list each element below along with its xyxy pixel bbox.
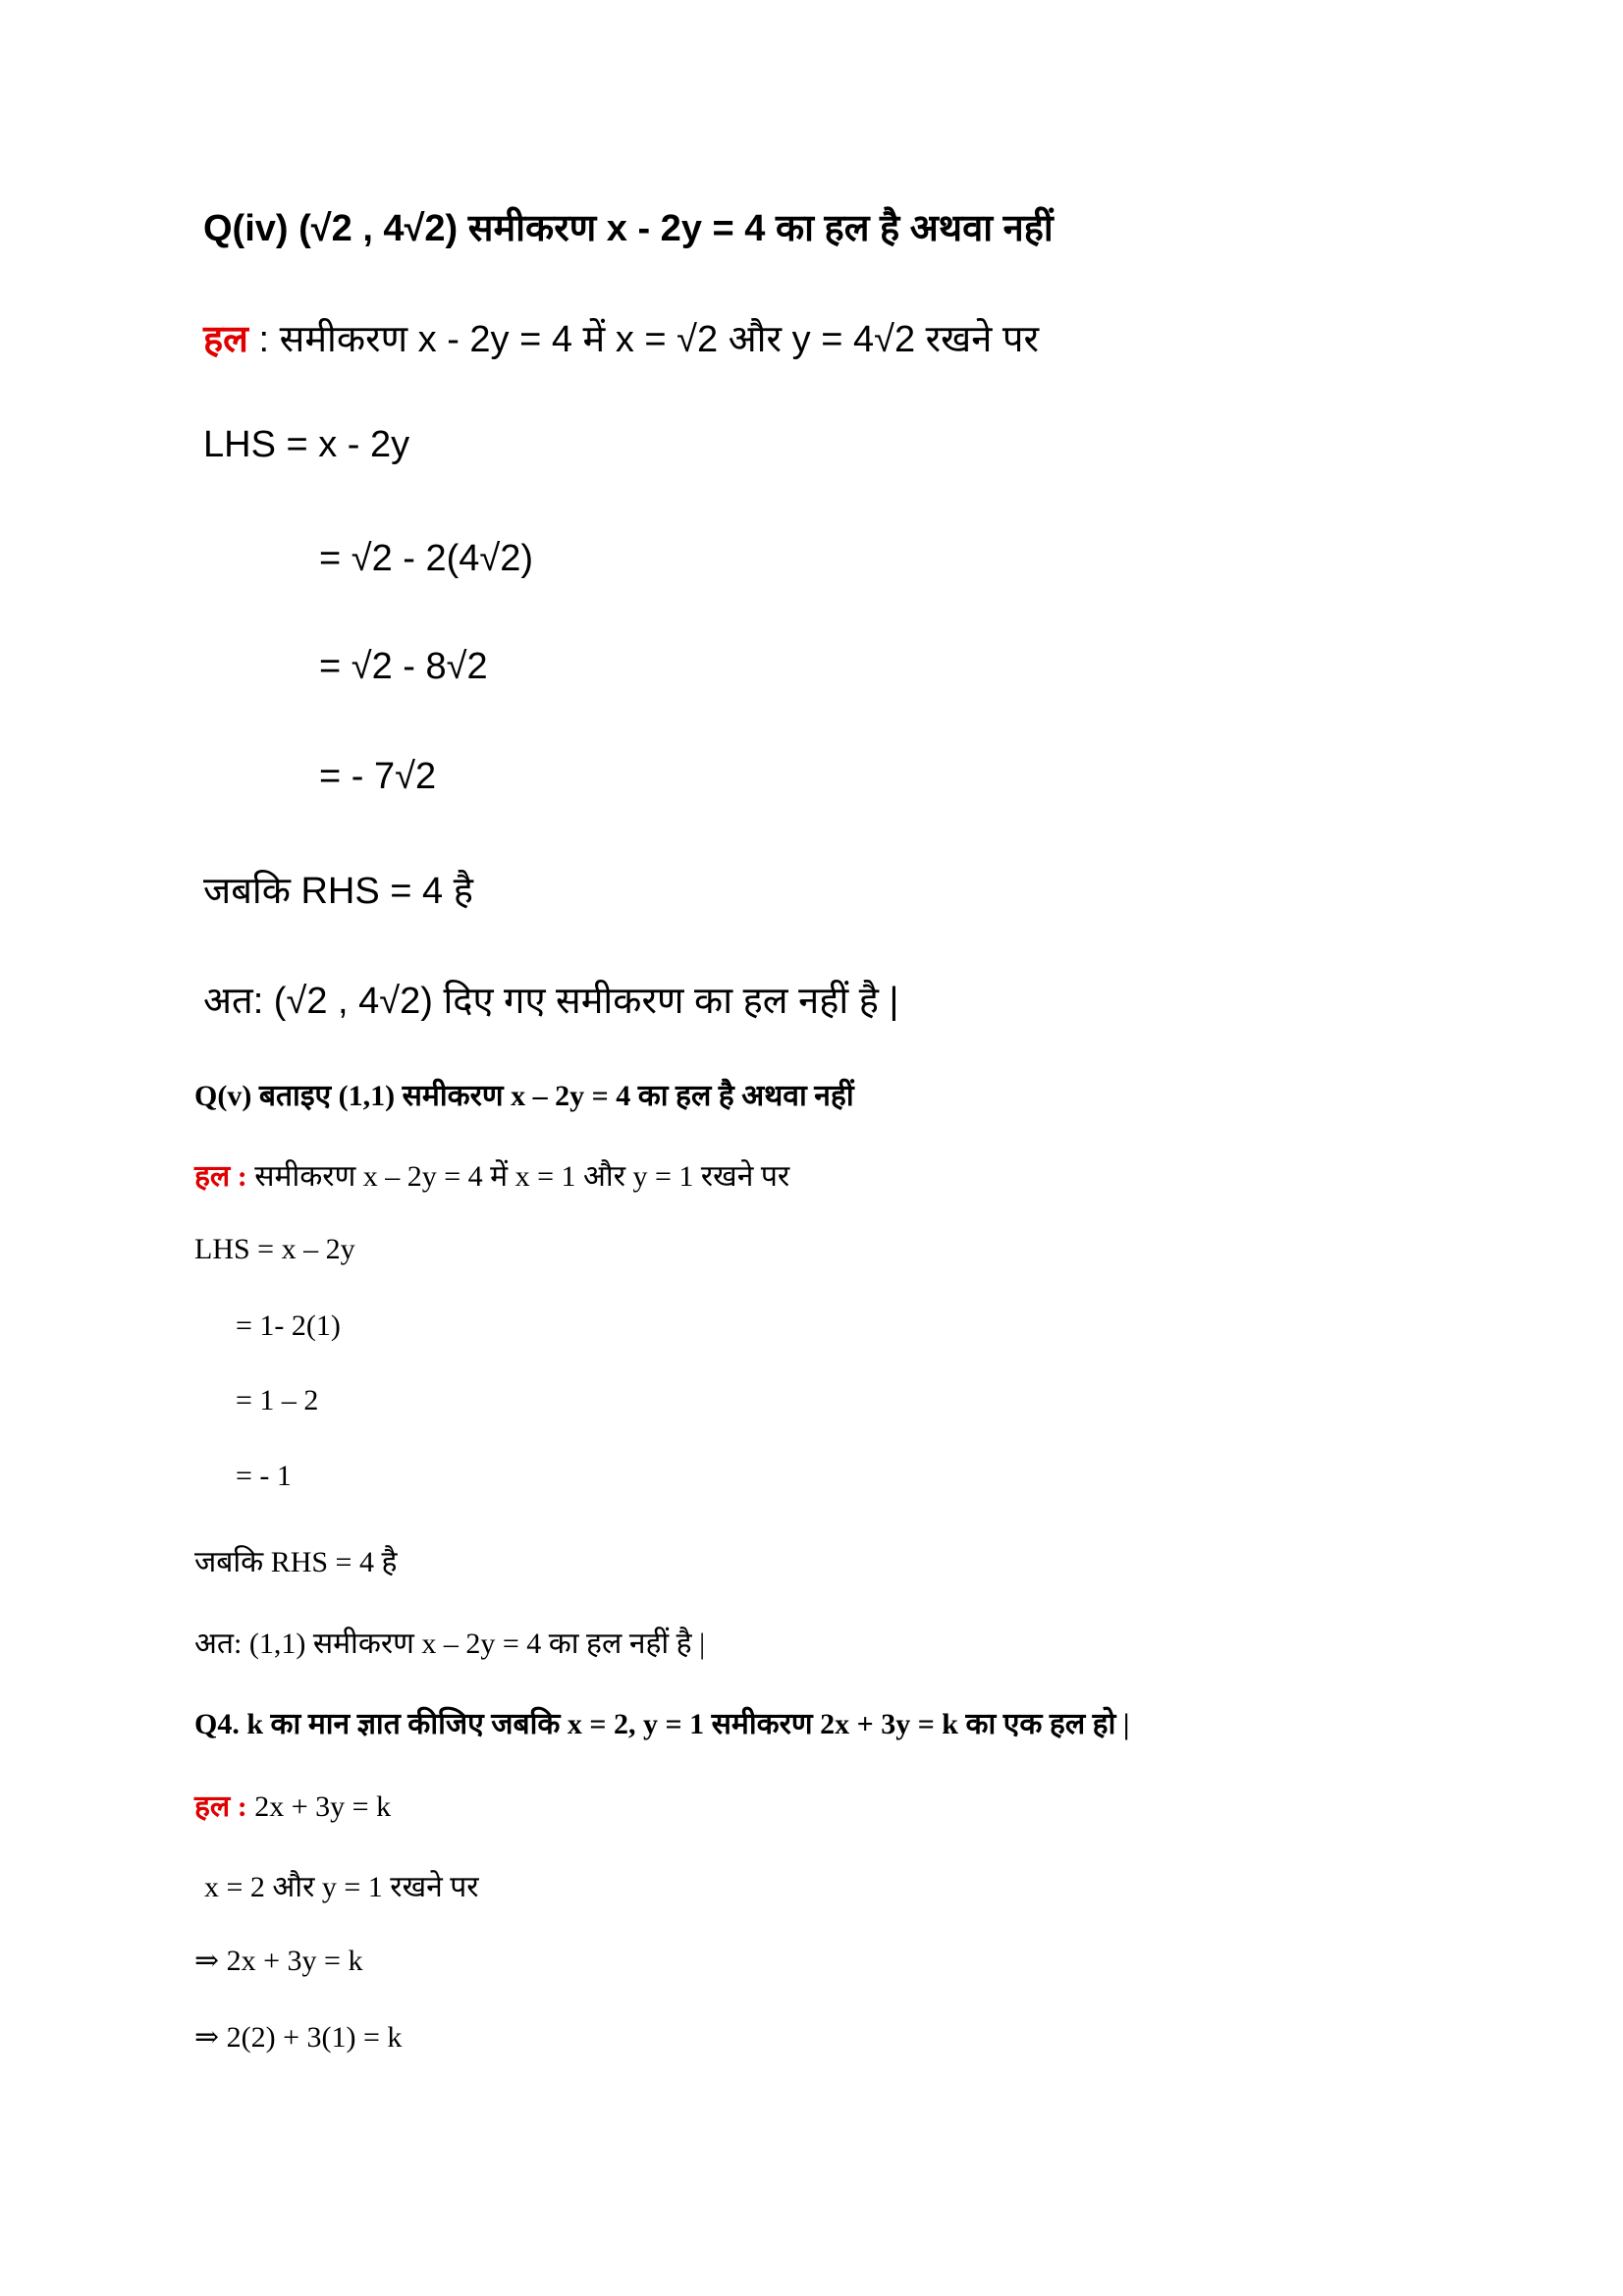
q-iv-step-1: = √2 - 2(4√2): [319, 538, 534, 579]
q-iv-conclusion: अत: (√2 , 4√2) दिए गए समीकरण का हल नहीं है |: [203, 981, 899, 1022]
solution-text: 2x + 3y = k: [246, 1790, 392, 1823]
solution-label: हल :: [194, 1160, 247, 1193]
q-iv-step-2: = √2 - 8√2: [319, 646, 488, 687]
q-v-heading: Q(v) बताइए (1,1) समीकरण x – 2y = 4 का हल है अथवा नहीं: [194, 1080, 854, 1112]
q4-step-1: ⇒ 2x + 3y = k: [194, 1945, 363, 1977]
solution-label: हल :: [194, 1790, 247, 1823]
q-v-step-1: = 1- 2(1): [236, 1309, 341, 1342]
q-iv-heading: Q(iv) (√2 , 4√2) समीकरण x - 2y = 4 का हल है अथवा नहीं: [203, 208, 1054, 249]
q-v-lhs: LHS = x – 2y: [194, 1233, 355, 1265]
q4-solution-line: [194, 1785, 391, 1825]
q-v-solution-line: [194, 1154, 789, 1195]
q-iv-solution-line: [203, 312, 1039, 363]
q-iv-rhs: जबकि RHS = 4 है: [203, 871, 473, 912]
q4-step-2: ⇒ 2(2) + 3(1) = k: [194, 2021, 403, 2054]
q4-heading: Q4. k का मान ज्ञात कीजिए जबकि x = 2, y = 1 समीकरण 2x + 3y = k का एक हल हो |: [194, 1708, 1130, 1740]
solution-text: समीकरण x – 2y = 4 में x = 1 और y = 1 रखने पर: [246, 1160, 790, 1193]
solution-label: हल: [203, 319, 248, 360]
q-v-conclusion: अत: (1,1) समीकरण x – 2y = 4 का हल नहीं है |: [194, 1628, 706, 1660]
q-v-rhs: जबकि RHS = 4 है: [194, 1546, 398, 1578]
q-iv-step-3: = - 7√2: [319, 756, 437, 797]
q-iv-lhs: LHS = x - 2y: [203, 424, 410, 465]
q-v-step-3: = - 1: [236, 1460, 292, 1492]
solution-text: : समीकरण x - 2y = 4 में x = √2 और y = 4√2 रखने पर: [247, 319, 1040, 360]
q4-substitution-line: x = 2 और y = 1 रखने पर: [204, 1871, 479, 1903]
q-v-step-2: = 1 – 2: [236, 1384, 319, 1416]
